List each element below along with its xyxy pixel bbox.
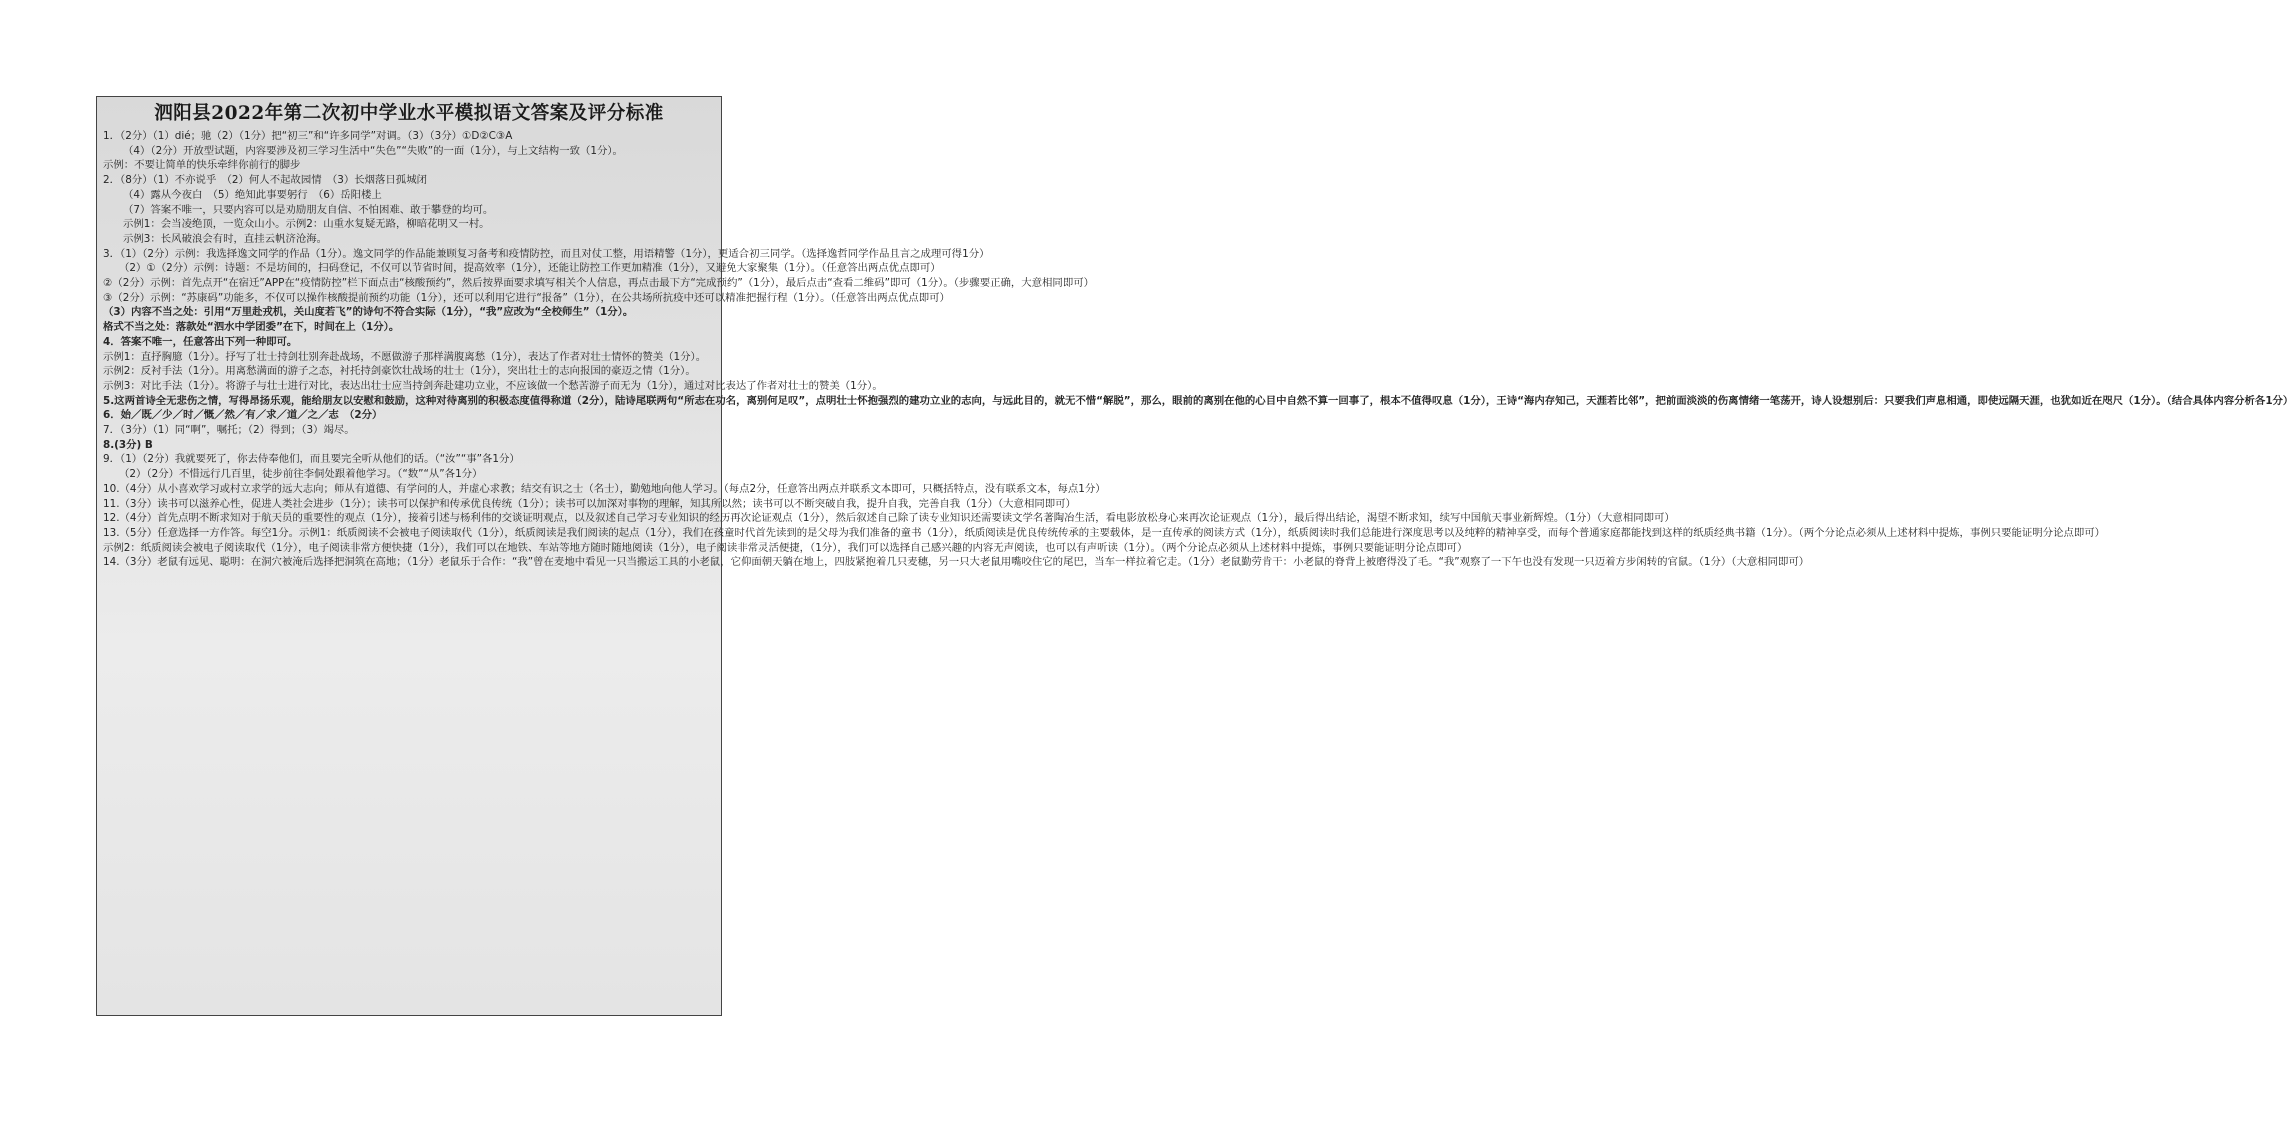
text-line: 格式不当之处：落款处“泗水中学团委”在下，时间在上（1分）。 — [103, 321, 400, 334]
text-line: （4）（2分）开放型试题，内容要涉及初三学习生活中“失色”“失败”的一面（1分），与上文结构一致（1分）。 — [123, 144, 623, 157]
text-line: 示例：不要让简单的快乐牵绊你前行的脚步 — [103, 159, 301, 172]
answer-text-body — [103, 129, 2293, 570]
text-line: ③（2分）示例：“苏康码”功能多，不仅可以操作核酸提前预约功能（1分），还可以利用它进行“报备”（1分），在公共场所抗疫中还可以精准把握行程（1分）。（任意答出两点优点即可） — [103, 291, 950, 304]
text-line: （4）露从今夜白 （5）绝知此事要躬行 （6）岳阳楼上 — [123, 188, 382, 201]
text-line: 示例3：长风破浪会有时，直挂云帆济沧海。 — [123, 232, 328, 245]
text-line: （3）内容不当之处：引用“万里赴戎机，关山度若飞”的诗句不符合实际（1分），“我”应改为“全校师生”（1分）。 — [103, 306, 634, 319]
answer-sheet-page — [96, 96, 2293, 1016]
text-line: 14.（3分）老鼠有远见、聪明：在洞穴被淹后选择把洞筑在高地；（1分）老鼠乐于合作：“我”曾在麦地中看见一只当搬运工具的小老鼠，它仰面朝天躺在地上，四肢紧抱着几只麦穗，另一只大老鼠用嘴咬住它的尾巴，当车一样拉着它走。（1分）老鼠勤劳肯干：小老鼠的脊背上被磨得没了毛。“我”观察了一下午也没有发现一只迈着方步闲转的官鼠。（1分）（大意相同即可） — [103, 556, 1810, 569]
text-line: 4．答案不唯一，任意答出下列一种即可。 — [103, 335, 298, 348]
text-line: 5.这两首诗全无悲伤之情，写得昂扬乐观，能给朋友以安慰和鼓励，这种对待离别的积极态度值得称道（2分），陆诗尾联两句“所志在功名，离别何足叹”，点明壮士怀抱强烈的建功立业的志向，与远此目的，就无不惜“解脱”，那么，眼前的离别在他的心目中自然不算一回事了，根本不值得叹息（1分），王诗“海内存知己，天涯若比邻”，把前面淡淡的伤离情绪一笔荡开，诗人设想别后：只要我们声息相通，即使远隔天涯，也犹如近在咫尺（1分）。（结合具体内容分析各1分） — [103, 394, 2293, 407]
text-line: 10.（4分）从小喜欢学习或村立求学的远大志向；师从有道德、有学问的人，并虚心求教；结交有识之士（名士），勤勉地向他人学习。（每点2分，任意答出两点并联系文本即可，只概括特点，没有联系文本，每点1分） — [103, 482, 1106, 495]
text-line: 12.（4分）首先点明不断求知对于航天员的重要性的观点（1分），接着引述与杨利伟的交谈证明观点，以及叙述自己学习专业知识的经历再次论证观点（1分），然后叙述自己除了读专业知识还需要读文学名著陶冶生活，看电影放松身心来再次论证观点（1分），最后得出结论，渴望不断求知，续写中国航天事业新辉煌。（1分）（大意相同即可） — [103, 512, 1675, 525]
text-line: （7）答案不唯一，只要内容可以是劝励朋友自信、不怕困难、敢于攀登的均可。 — [123, 203, 494, 216]
text-line: 7．（3分）（1）同“啊”，嘱托；（2）得到；（3）竭尽。 — [103, 424, 355, 437]
text-line: 8.(3分) B — [103, 438, 153, 451]
text-line: 2．（8分）（1）不亦说乎 （2）何人不起故园情 （3）长烟落日孤城闭 — [103, 174, 427, 187]
text-line: 示例1：直抒胸臆（1分）。抒写了壮士持剑壮别奔赴战场，不愿做游子那样满腹离愁（1分），表达了作者对壮士情怀的赞美（1分）。 — [103, 350, 707, 363]
text-line: 示例1：会当凌绝顶，一览众山小。示例2：山重水复疑无路，柳暗花明又一村。 — [123, 218, 490, 231]
text-line: ②（2分）示例：首先点开“在宿迁”APP在“疫情防控”栏下面点击“核酸预约”，然后按界面要求填写相关个人信息，再点击最下方“完成预约”（1分），最后点击“查看二维码”即可（1分）。（步骤要正确，大意相同即可） — [103, 277, 1094, 290]
text-line: 示例2：反衬手法（1分）。用离愁满面的游子之态，衬托持剑豪饮壮战场的壮士（1分），突出壮士的志向报国的豪迈之情（1分）。 — [103, 365, 696, 378]
text-line: 1．（2分）（1）dié；驰（2）（1分）把“初三”和“许多同学”对调。（3）（3分）①D②C③A — [103, 130, 513, 142]
text-line: 11.（3分）读书可以滋养心性，促进人类社会进步（1分）；读书可以保护和传承优良传统（1分）；读书可以加深对事物的理解，知其所以然；读书可以不断突破自我，提升自我，完善自我（1分）（大意相同即可） — [103, 497, 1076, 510]
document-title: 泗阳县2022年第二次初中学业水平模拟语文答案及评分标准 — [154, 103, 664, 124]
text-line: 13.（5分）任意选择一方作答。每空1分。示例1：纸质阅读不会被电子阅读取代（1分），纸质阅读是我们阅读的起点（1分），我们在孩童时代首先读到的是父母为我们准备的童书（1分），纸质阅读是优良传统传承的主要载体，是一直传承的阅读方式（1分），纸质阅读时我们总能进行深度思考以及纯粹的精神享受，而每个普通家庭都能找到这样的纸质经典书籍（1分）。（两个分论点必须从上述材料中提炼，事例只要能证明分论点即可） — [103, 526, 2106, 539]
text-line: 示例3：对比手法（1分）。将游子与壮士进行对比，表达出壮士应当持剑奔赴建功立业，不应该做一个愁苦游子而无为（1分），通过对比表达了作者对壮士的赞美（1分）。 — [103, 379, 883, 392]
text-line: 9．（1）（2分）我就要死了，你去侍奉他们，而且要完全听从他们的话。（“汝”“事”各1分） — [103, 453, 520, 466]
text-line: 3．（1）（2分）示例：我选择逸文同学的作品（1分）。逸文同学的作品能兼顾复习备考和疫情防控，而且对仗工整，用语精警（1分），更适合初三同学。（选择逸哲同学作品且言之成理可得1分） — [103, 247, 990, 260]
text-line: （2）（2分）不惜远行几百里，徒步前往李侗处跟着他学习。（“数”“从”各1分） — [119, 468, 483, 481]
text-line: （2）①（2分）示例：诗题：不是坊间的，扫码登记，不仅可以节省时间，提高效率（1分），还能让防控工作更加精准（1分），又避免大家聚集（1分）。（任意答出两点优点即可） — [119, 262, 941, 275]
text-line: 示例2：纸质阅读会被电子阅读取代（1分），电子阅读非常方便快捷（1分），我们可以在地铁、车站等地方随时随地阅读（1分），电子阅读非常灵活便捷，（1分），我们可以选择自己感兴趣的内容无声阅读，也可以有声听读（1分）。（两个分论点必须从上述材料中提炼，事例只要能证明分论点即可） — [103, 541, 1468, 554]
text-line: 6．始／既／少／时／慨／然／有／求／道／之／志 （2分） — [103, 409, 383, 422]
